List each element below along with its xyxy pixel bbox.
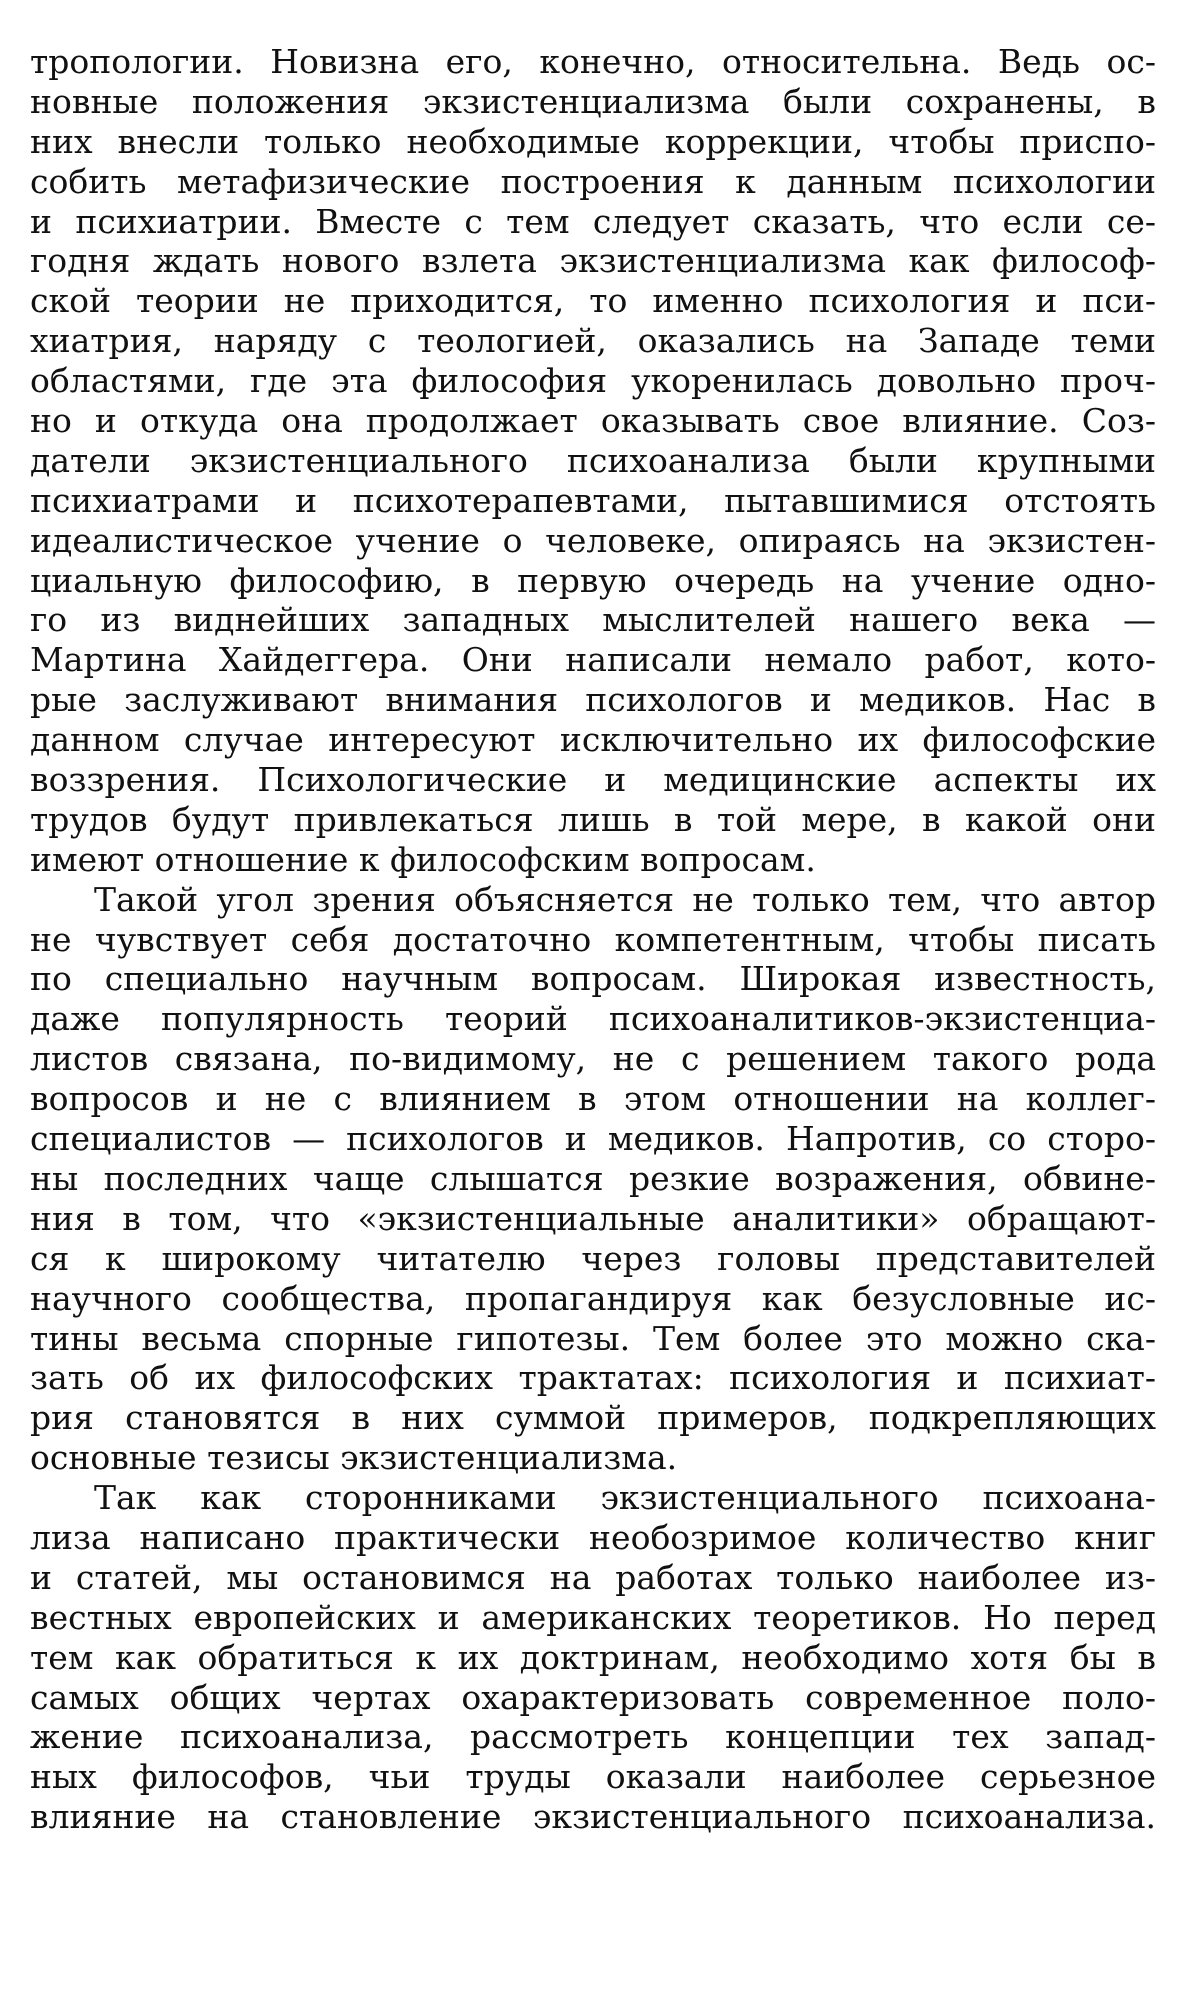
text-line: и статей, мы остановимся на работах только наиболее из- <box>30 1557 1156 1597</box>
text-line: них внесли только необходимые коррекции, чтобы приспо- <box>30 121 1156 161</box>
text-line: ных философов, чьи труды оказали наиболее серьезное <box>30 1757 1156 1797</box>
text-line: ния в том, что «экзистенциальные аналитики» обращают- <box>30 1198 1156 1238</box>
text-line: влияние на становление экзистенциального психоанализа. <box>30 1797 1156 1837</box>
book-page <box>30 42 1156 1837</box>
text-line: тропологии. Новизна его, конечно, относительна. Ведь ос- <box>30 42 1156 81</box>
text-line: специалистов — психологов и медиков. Напротив, со сторо- <box>30 1119 1156 1159</box>
text-line: по специально научным вопросам. Широкая известность, <box>30 959 1156 999</box>
text-line: датели экзистенциального психоанализа были крупными <box>30 440 1156 480</box>
paragraph-1 <box>30 42 1156 880</box>
text-line: вестных европейских и американских теоретиков. Но перед <box>30 1597 1156 1637</box>
text-line: лиза написано практически необозримое количество книг <box>30 1517 1156 1557</box>
text-line: зать об их философских трактатах: психология и психиат- <box>30 1358 1156 1398</box>
text-line: данном случае интересуют исключительно их философские <box>30 720 1156 760</box>
text-line: идеалистическое учение о человеке, опираясь на экзистен- <box>30 520 1156 560</box>
text-line: Такой угол зрения объясняется не только тем, что автор <box>94 879 1156 919</box>
text-line: новные положения экзистенциализма были сохранены, в <box>30 81 1156 121</box>
text-line: ны последних чаще слышатся резкие возражения, обвине- <box>30 1158 1156 1198</box>
text-line: рые заслуживают внимания психологов и медиков. Нас в <box>30 680 1156 720</box>
text-line: ся к широкому читателю через головы представителей <box>30 1238 1156 1278</box>
text-line: имеют отношение к философским вопросам. <box>30 839 816 879</box>
text-line: жение психоанализа, рассмотреть концепции тех запад- <box>30 1717 1156 1757</box>
text-line: не чувствует себя достаточно компетентным, чтобы писать <box>30 919 1156 959</box>
text-line: вопросов и не с влиянием в этом отношении на коллег- <box>30 1079 1156 1119</box>
text-line: ской теории не приходится, то именно психология и пси- <box>30 281 1156 321</box>
paragraph-3 <box>30 1478 1156 1837</box>
text-line: трудов будут привлекаться лишь в той мере, в какой они <box>30 799 1156 839</box>
text-line: рия становятся в них суммой примеров, подкрепляющих <box>30 1398 1156 1438</box>
text-line: воззрения. Психологические и медицинские аспекты их <box>30 760 1156 800</box>
text-line: хиатрия, наряду с теологией, оказались на Западе теми <box>30 321 1156 361</box>
text-line: но и откуда она продолжает оказывать свое влияние. Соз- <box>30 401 1156 441</box>
text-line: собить метафизические построения к данным психологии <box>30 161 1156 201</box>
text-line: тем как обратиться к их доктринам, необходимо хотя бы в <box>30 1637 1156 1677</box>
text-line: даже популярность теорий психоаналитиков-экзистенциа- <box>30 999 1156 1039</box>
paragraph-2 <box>30 880 1156 1478</box>
text-line: самых общих чертах охарактеризовать современное поло- <box>30 1677 1156 1717</box>
text-line: циальную философию, в первую очередь на учение одно- <box>30 560 1156 600</box>
text-line: Так как сторонниками экзистенциального психоана- <box>94 1478 1156 1518</box>
text-line: годня ждать нового взлета экзистенциализма как философ- <box>30 241 1156 281</box>
text-line: областями, где эта философия укоренилась довольно проч- <box>30 361 1156 401</box>
text-line: го из виднейших западных мыслителей нашего века — <box>30 600 1156 640</box>
text-line: научного сообщества, пропагандируя как безусловные ис- <box>30 1278 1156 1318</box>
text-line: основные тезисы экзистенциализма. <box>30 1438 678 1478</box>
text-line: и психиатрии. Вместе с тем следует сказать, что если се- <box>30 201 1156 241</box>
text-line: тины весьма спорные гипотезы. Тем более это можно ска- <box>30 1318 1156 1358</box>
text-line: листов связана, по-видимому, не с решением такого рода <box>30 1039 1156 1079</box>
text-line: Мартина Хайдеггера. Они написали немало работ, кото- <box>30 640 1156 680</box>
text-line: психиатрами и психотерапевтами, пытавшимися отстоять <box>30 480 1156 520</box>
